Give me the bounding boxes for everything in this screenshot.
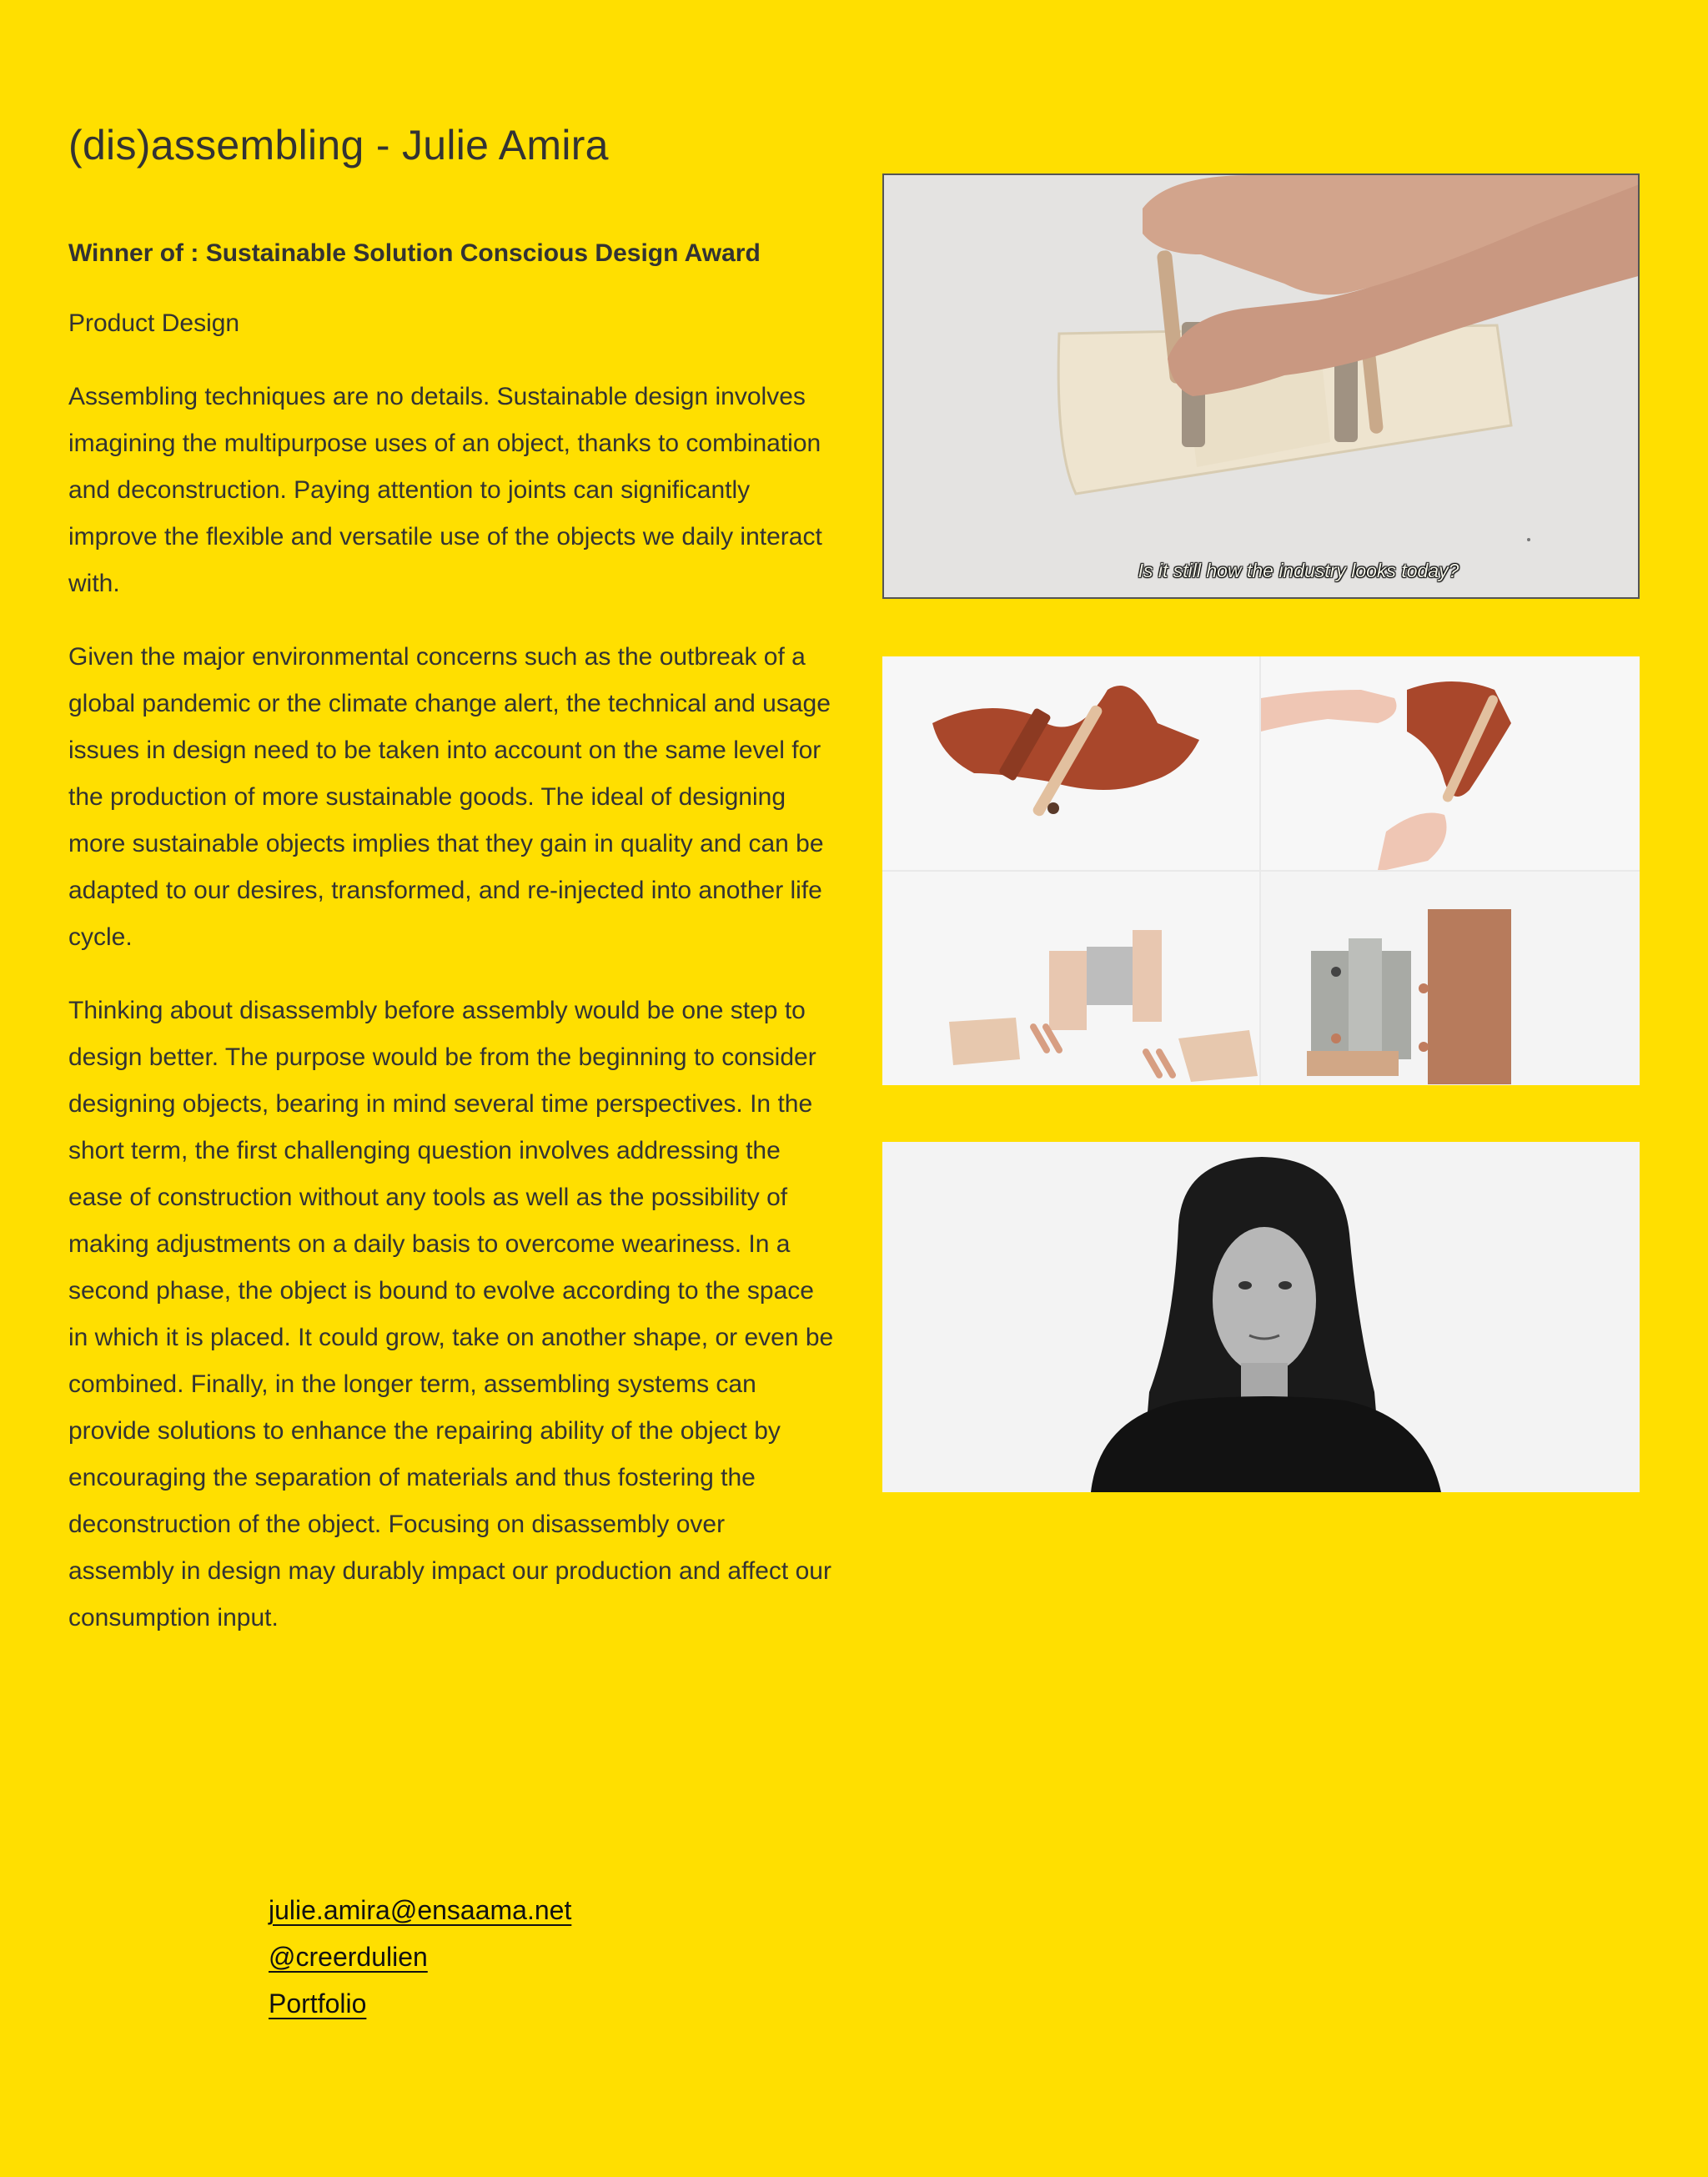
instagram-link[interactable]: @creerdulien (269, 1942, 428, 1972)
photo-wooden-boards-disassembled (882, 872, 1259, 1085)
project-description (68, 115, 834, 1668)
product-photo-grid (882, 656, 1640, 1085)
project-video[interactable] (882, 173, 1640, 599)
award-heading: Winner of : Sustainable Solution Conscious Design Award (68, 239, 761, 267)
contact-links (269, 1887, 571, 2027)
video-still-image (884, 175, 1640, 599)
video-caption: Is it still how the industry looks today? (1138, 560, 1459, 581)
photo-fabric-hinge-flat (882, 656, 1259, 870)
page-title: (dis)assembling - Julie Amira (68, 122, 609, 168)
portfolio-link[interactable]: Portfolio (269, 1988, 367, 2019)
description-paragraph-2: Given the major environmental concerns such as the outbreak of a global pandemic or the climate change alert, the technical and usage issues in design need to be taken into account on the same level for the production of more sustainable goods. The ideal of designing more sustainable objects implies that they gain in quality and can be adapted to our desires, transformed, and re-injected into another life cycle. (68, 643, 831, 951)
photo-fabric-hinge-hands (1261, 656, 1640, 870)
description-paragraph-1: Assembling techniques are no details. Sustainable design involves imagining the multipurpose uses of an object, thanks to combination and deconstruction. Paying attention to joints can significantly improve the flexible and versatile use of the objects we daily interact with. (68, 383, 822, 597)
email-link[interactable]: julie.amira@ensaama.net (269, 1895, 572, 1925)
category-label: Product Design (68, 309, 240, 337)
photo-wooden-boards-assembled (1261, 872, 1640, 1085)
designer-portrait (882, 1142, 1640, 1492)
description-paragraph-3: Thinking about disassembly before assembly would be one step to design better. The purpose would be from the beginning to consider designing objects, bearing in mind several time perspectives. In the short term, the first challenging question involves addressing the ease of construction without any tools as well as the possibility of making adjustments on a daily basis to overcome weariness. In a second phase, the object is bound to evolve according to the space in which it is placed. It could grow, take on another shape, or even be combined. Finally, in the longer term, assembling systems can provide solutions to enhance the repairing ability of the object by encouraging the separation of materials and thus fostering the deconstruction of the object. Focusing on disassembly over assembly in design may durably impact our production and affect our consumption input. (68, 997, 834, 1631)
